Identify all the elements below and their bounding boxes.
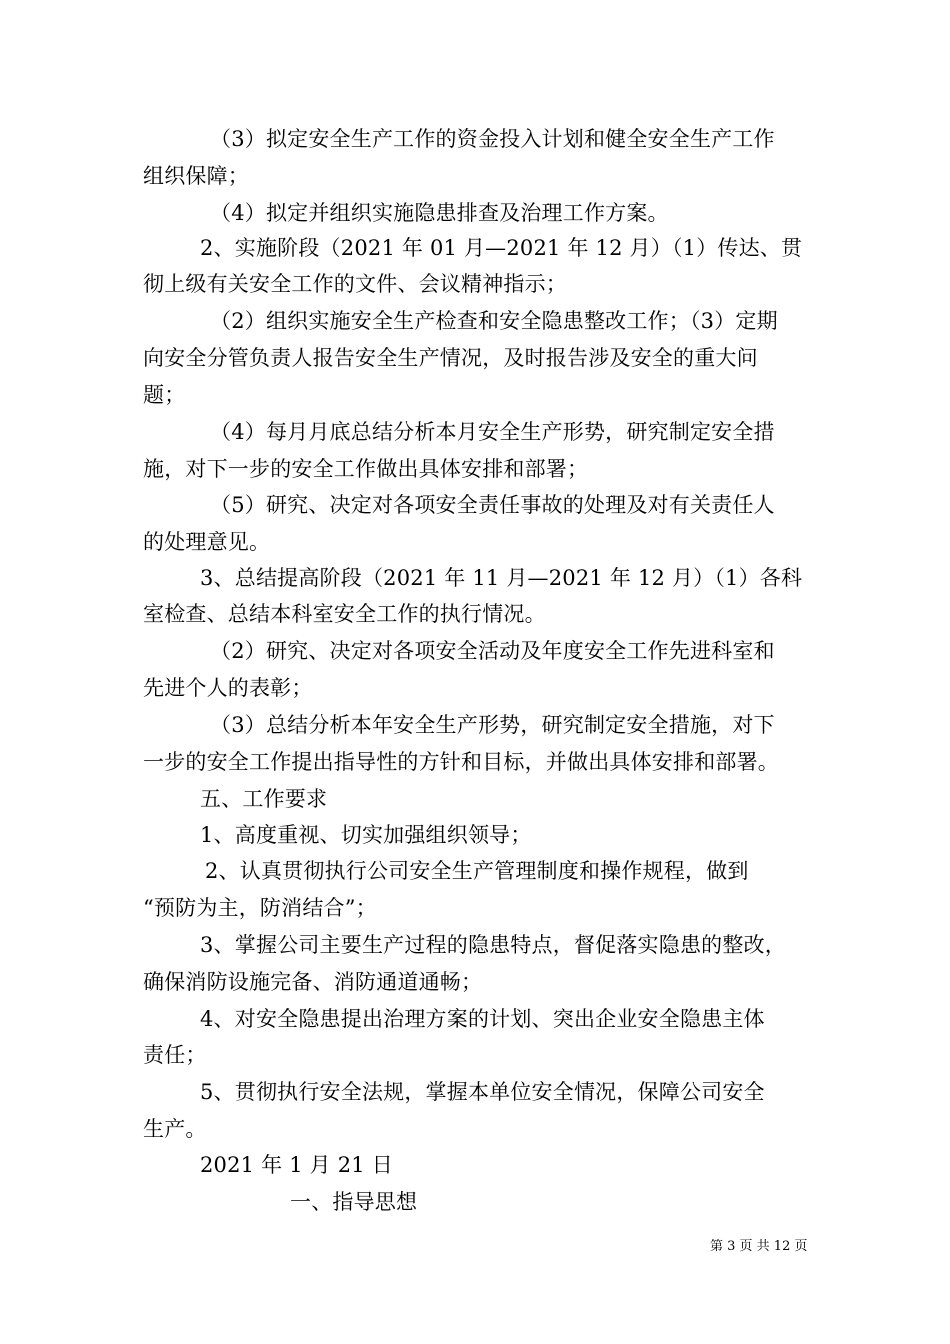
page-number: 第 3 页 共 12 页 <box>710 1239 808 1254</box>
text-line: 彻上级有关安全工作的文件、会议精神指示； <box>143 272 567 296</box>
text-line: 3、掌握公司主要生产过程的隐患特点，督促落实隐患的整改， <box>200 933 786 957</box>
text-line: 题； <box>143 383 186 407</box>
text-line: 一步的安全工作提出指导性的方针和目标，并做出具体安排和部署。 <box>143 750 779 774</box>
text-line: （2）组织实施安全生产检查和安全隐患整改工作；（3）定期 <box>210 309 778 333</box>
text-line: 的处理意见。 <box>143 530 271 554</box>
text-line: （2）研究、决定对各项安全活动及年度安全工作先进科室和 <box>210 639 775 663</box>
text-line: 生产。 <box>143 1117 207 1141</box>
date-line: 2021 年 1 月 21 日 <box>200 1153 393 1177</box>
text-line: 责任； <box>143 1043 207 1067</box>
text-line: “预防为主，防消结合”； <box>143 896 377 920</box>
text-line: 向安全分管负责人报告安全生产情况，及时报告涉及安全的重大问 <box>143 346 758 370</box>
text-line: 1、高度重视、切实加强组织领导； <box>200 823 532 847</box>
section-heading: 一、指导思想 <box>290 1190 418 1214</box>
text-line: （4）每月月底总结分析本月安全生产形势，研究制定安全措 <box>210 420 775 444</box>
text-line: 5、贯彻执行安全法规，掌握本单位安全情况，保障公司安全 <box>200 1080 765 1104</box>
text-line: 施，对下一步的安全工作做出具体安排和部署； <box>143 457 589 481</box>
text-line: 3、总结提高阶段（2021 年 11 月—2021 年 12 月）（1）各科 <box>200 566 803 590</box>
text-line: 2、认真贯彻执行公司安全生产管理制度和操作规程，做到 <box>205 859 749 883</box>
text-line: （5）研究、决定对各项安全责任事故的处理及对有关责任人 <box>210 493 775 517</box>
text-line: 先进个人的表彰； <box>143 676 313 700</box>
text-line: 组织保障； <box>143 164 249 188</box>
text-line: （3）拟定安全生产工作的资金投入计划和健全安全生产工作 <box>210 127 775 151</box>
section-heading: 五、工作要求 <box>200 787 328 811</box>
text-line: （3）总结分析本年安全生产形势，研究制定安全措施，对下 <box>210 713 775 737</box>
text-line: 室检查、总结本科室安全工作的执行情况。 <box>143 602 546 626</box>
text-line: 确保消防设施完备、消防通道通畅； <box>143 970 483 994</box>
text-line: （4）拟定并组织实施隐患排查及治理工作方案。 <box>210 201 669 225</box>
text-line: 2、实施阶段（2021 年 01 月—2021 年 12 月）（1）传达、贯 <box>200 236 803 260</box>
text-line: 4、对安全隐患提出治理方案的计划、突出企业安全隐患主体 <box>200 1007 765 1031</box>
